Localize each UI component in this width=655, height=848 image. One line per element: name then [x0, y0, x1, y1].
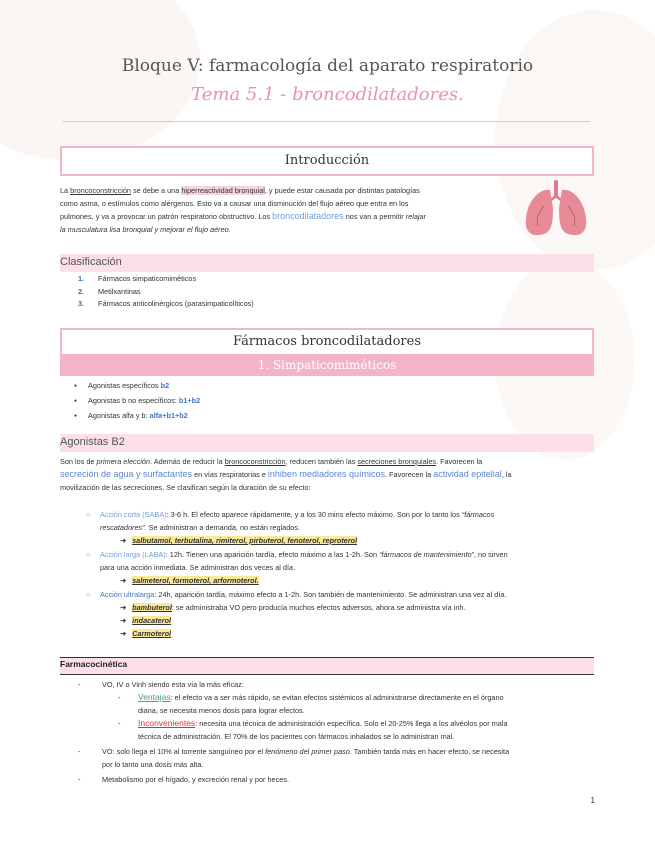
text: Ventajas — [138, 692, 171, 702]
text: La — [60, 186, 71, 195]
dash-bullet: - — [78, 680, 81, 689]
list-label: Agonistas b no específicos: — [88, 396, 179, 405]
list-label: Agonistas alfa y b: — [88, 411, 150, 420]
text: VO, IV o Vinh siendo esta vía la más eficaz: — [102, 680, 244, 689]
intro-paragraph — [60, 184, 512, 236]
text: : se administraba VO pero producía muchos efectos adversos, ahora se administra vía inh. — [171, 603, 466, 612]
text: como asma, o estímulos como alérgenos. Esto va a causar una disminución del flujo aéreo que entra en los — [60, 199, 409, 208]
section-band — [60, 434, 594, 452]
section-band — [60, 657, 594, 675]
list-value: b1+b2 — [178, 396, 201, 405]
text: “fármacos de mantenimiento” — [379, 550, 474, 559]
dash-bullet: - — [78, 747, 81, 756]
laba-item: ○ Acción larga (LABA): 12h. Tienen una aparición tardía, efecto máximo a las 1-2h. Son “fármacos de mantenimiento”, no sirven para una acción inmediata. Se administran dos veces al día. ➔ salmeterol, formoterol, arformoterol. — [100, 548, 594, 587]
text: secreción de agua y surfactantes — [60, 469, 193, 479]
text: , reducen también las — [285, 457, 358, 466]
clasificacion-heading: Clasificación — [60, 256, 122, 268]
dash-bullet: - — [78, 775, 81, 784]
text: técnica de administración. El 70% de los pacientes con fármacos inhalados se lo administran mal. — [138, 732, 455, 741]
list-label: Fármacos anticolinérgicos (parasimpaticolíticos) — [98, 299, 254, 308]
text: : necesita una técnica de administración específica. Solo el 20-25% llega a los alvéolos por mala — [195, 719, 508, 728]
text: relajar — [405, 212, 427, 221]
text: rescatadores” — [100, 523, 145, 532]
text: Acción ultralarga — [100, 590, 155, 599]
text: , y puede estar causada por distintas patologías — [264, 186, 420, 195]
list-number: 1. — [78, 274, 85, 283]
text: en vías respiratorias e — [192, 470, 268, 479]
text: pulmones, y va a provocar un patrón respiratorio obstructivo. Los — [60, 212, 273, 221]
drug-name: indacaterol — [132, 616, 172, 625]
list-label: Fármacos simpaticomiméticos — [98, 274, 197, 283]
drug-list: salmeterol, formoterol, arformoterol. — [132, 576, 259, 585]
text: : 3-6 h. El efecto aparece rápidamente, y a los 30 mins efecto máximo. Son por lo tanto los — [166, 510, 462, 519]
text: primera elección — [96, 457, 151, 466]
intro-heading: Introducción — [60, 146, 594, 176]
page-title: Bloque V: farmacología del aparato respiratorio — [121, 56, 534, 76]
text: para una acción inmediata. Se administran dos veces al día. — [100, 563, 296, 572]
text: broncoconstricción — [224, 457, 286, 466]
farmacocinetica-heading: Farmacocinética — [60, 659, 128, 669]
drug-name: bambuterol — [132, 603, 172, 612]
text: : 24h, aparición tardía, máximo efecto a 1-2h. Son también de mantenimiento. Se administran una vez al día. — [154, 590, 507, 599]
text: : 12h. Tienen una aparición tardía, efecto máximo a las 1-2h. Son — [165, 550, 380, 559]
text: . Favorecen la — [385, 470, 434, 479]
arrow-right-icon: ➔ — [120, 603, 127, 612]
saba-item: ○ Acción corta (SABA): 3-6 h. El efecto aparece rápidamente, y a los 30 mins efecto máximo. Son por lo tanto los “fármacos rescatadores”. Se administran a demanda, no están reglados. ➔ salbutamol, terbutalina, rimiterol, pirbuterol, fenoterol, reproterol — [86, 510, 495, 545]
drug-name: Carmoterol — [132, 629, 172, 638]
text: diana, se necesita menos dosis para lograr efectos. — [138, 706, 305, 715]
text: nos van a permitir — [343, 212, 406, 221]
list-number: 3. — [78, 299, 85, 308]
list-item — [78, 273, 254, 286]
text: la musculatura lisa bronquial y mejorar el flujo aéreo. — [60, 225, 231, 234]
background-shape — [0, 0, 200, 160]
list-item — [88, 394, 200, 409]
dash-bullet: - — [118, 693, 121, 702]
ultra-item: ○ Acción ultralarga: 24h, aparición tardía, máximo efecto a 1-2h. Son también de mantenimiento. Se administran una vez al día. ➔ bambuterol: se administraba VO pero producía muchos efectos adversos, ahora se administra vía inh. ➔ indacaterol ➔ Carmoterol — [86, 590, 507, 638]
arrow-right-icon: ➔ — [120, 576, 127, 585]
drug-list: salbutamol, terbutalina, rimiterol, pirbuterol, fenoterol, reproterol — [132, 536, 358, 545]
text: . Se administran a demanda, no están reglados. — [144, 523, 300, 532]
text: por lo tanto una dosis más alta. — [102, 760, 204, 769]
text: . Favorecen la — [436, 457, 483, 466]
arrow-right-icon: ➔ — [120, 536, 127, 545]
text: “fármacos — [461, 510, 495, 519]
text: Son los de — [60, 457, 97, 466]
list-item — [78, 298, 254, 311]
farmacos-heading: Fármacos broncodilatadores — [60, 328, 594, 356]
text: VO: solo llega el 10% al torrente sanguíneo por el — [102, 747, 266, 756]
arrow-right-icon: ➔ — [120, 616, 127, 625]
term-hiperreactividad: hiperreactividad bronquial — [181, 186, 265, 195]
agonistas-list — [88, 379, 200, 424]
text: se debe a una — [131, 186, 182, 195]
text: : el efecto va a ser más rápido, se evitan efectos sistémicos al administrarse directamente en el órgano — [170, 693, 504, 702]
clasificacion-list — [78, 273, 254, 311]
page-subtitle: Tema 5.1 - broncodilatadores. — [191, 84, 464, 105]
agonistas-b2-heading: Agonistas B2 — [60, 436, 125, 448]
term-broncoconstriccion: broncoconstricción — [70, 186, 131, 195]
text: inhiben mediadores químicos — [267, 469, 385, 479]
section-band — [60, 254, 594, 272]
text: actividad epitelial — [433, 469, 502, 479]
divider — [62, 121, 590, 122]
page-number: 1 — [590, 796, 595, 805]
dash-bullet: - — [118, 719, 121, 728]
text: secreciones bronquiales — [357, 457, 437, 466]
text: Inconvenientes — [138, 718, 196, 728]
list-label: Metilxantinas — [98, 286, 141, 296]
list-item — [88, 409, 200, 424]
text: . Además de reducir la — [150, 457, 225, 466]
text: . También tarda más en hacer efecto, se necesita — [349, 747, 510, 756]
list-value: alfa+b1+b2 — [149, 411, 188, 420]
text: fenómeno del primer paso — [265, 747, 350, 756]
list-item — [78, 286, 254, 299]
text: Acción larga (LABA) — [100, 550, 166, 559]
text: Metabolismo por el hígado, y excreción renal y por heces. — [102, 775, 289, 784]
text: Acción corta (SABA) — [100, 510, 167, 519]
list-label: Agonistas específicos — [88, 381, 161, 390]
list-value: b2 — [160, 381, 170, 390]
farmacocinetica-list — [60, 678, 594, 786]
list-number: 2. — [78, 286, 85, 296]
text: , no sirven — [473, 550, 508, 559]
b2-paragraph — [60, 455, 594, 494]
text: , la — [501, 470, 512, 479]
arrow-right-icon: ➔ — [120, 629, 127, 638]
lungs-icon — [522, 178, 590, 240]
term-broncodilatadores: broncodilatadores — [272, 211, 344, 221]
text: movilización de las secreciones. Se clasifican según la duración de su efecto: — [60, 483, 311, 492]
simpaticomimeticos-heading: 1. Simpaticomiméticos — [60, 354, 594, 376]
list-item — [88, 379, 200, 394]
